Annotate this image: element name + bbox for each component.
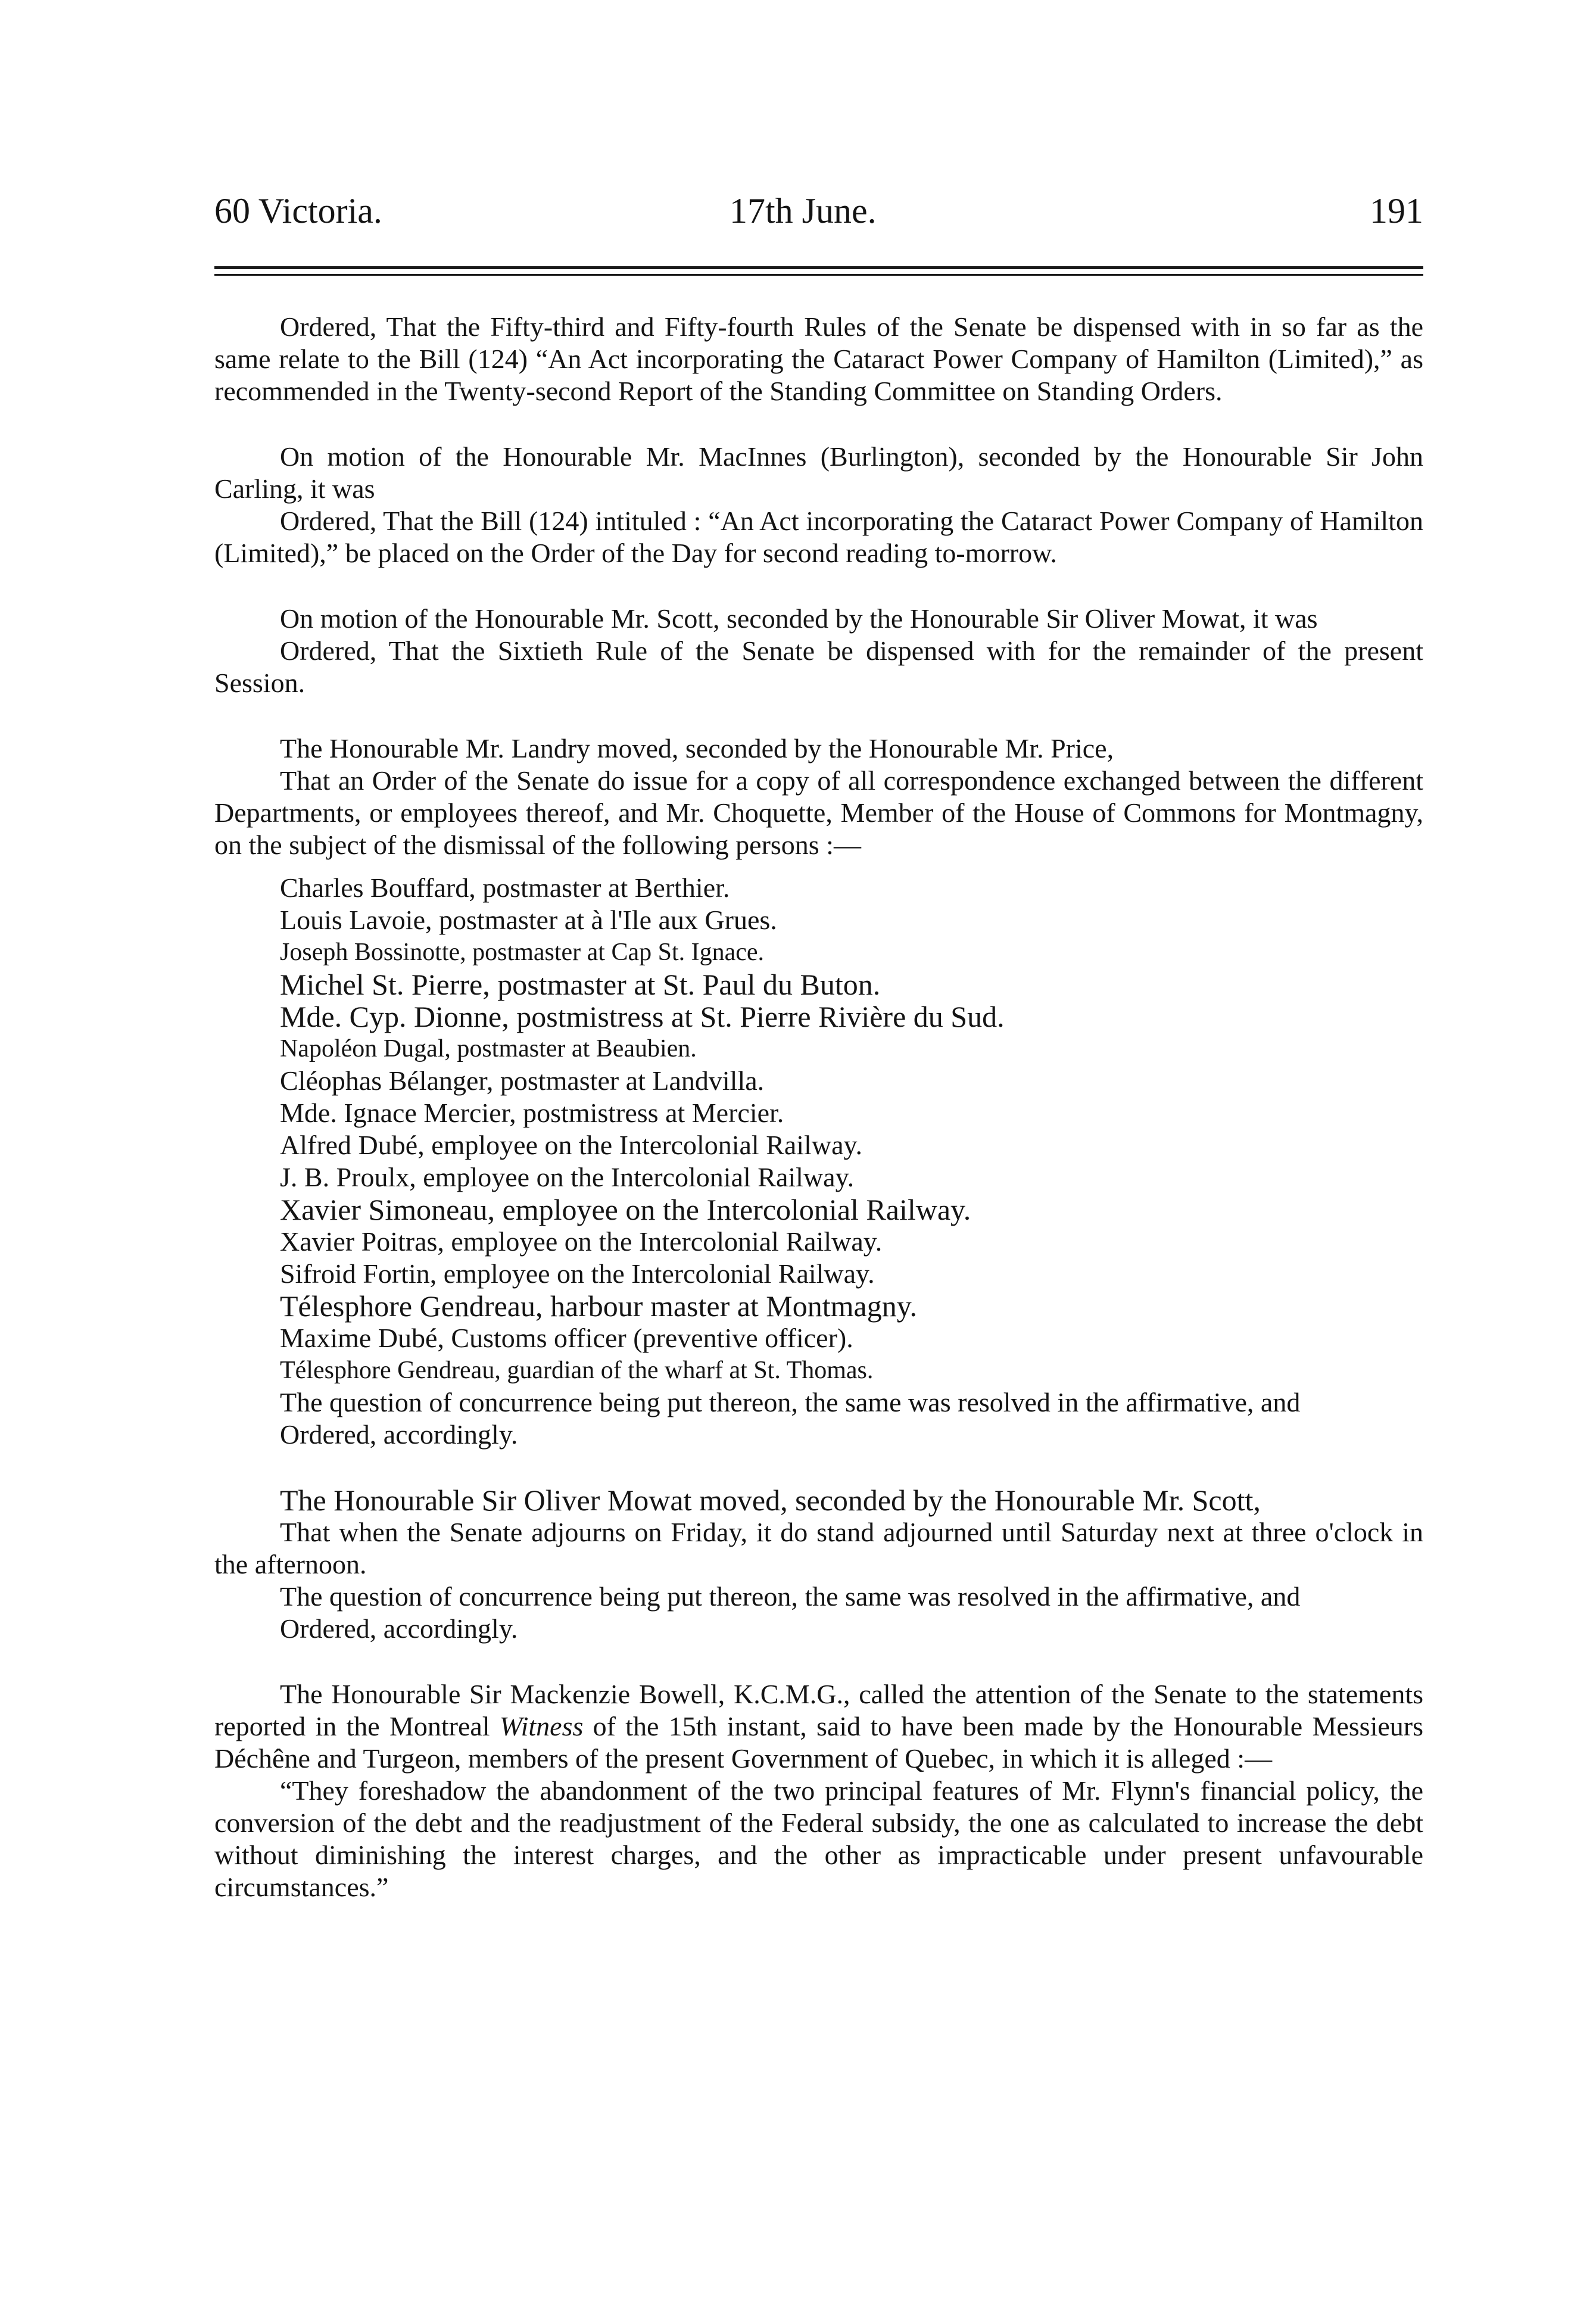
- journal-body: [214, 311, 1423, 1903]
- list-item: Mde. Ignace Mercier, postmistress at Mercier.: [280, 1098, 784, 1128]
- motion-mowat: The Honourable Sir Oliver Mowat moved, seconded by the Honourable Mr. Scott,: [280, 1484, 1261, 1517]
- bowell-text-1: The Honourable Sir Mackenzie Bowell, K.C.M.G., called the attention of the Senate to the statements reported in the Montreal: [214, 1679, 1423, 1741]
- motion-macinnes: On motion of the Honourable Mr. MacInnes (Burlington), seconded by the Honourable Sir John Carling, it was: [214, 441, 1423, 504]
- ordered-landry: Ordered, accordingly.: [280, 1419, 518, 1450]
- quoted-statement: “They foreshadow the abandonment of the two principal features of Mr. Flynn's financial policy, the conversion of the debt and the readjustment of the Federal subsidy, the one as calculated to increase the debt without diminishing the interest charges, and the other as impracticable under present unfavourable circumstances.”: [214, 1775, 1423, 1902]
- concurrence-mowat: The question of concurrence being put thereon, the same was resolved in the affirmative, and: [280, 1581, 1301, 1612]
- list-item: Charles Bouffard, postmaster at Berthier.: [280, 872, 730, 903]
- concurrence-landry: The question of concurrence being put thereon, the same was resolved in the affirmative, and: [280, 1387, 1301, 1417]
- bowell-text-2: of the 15th instant, said to have been made by the Honourable Messieurs Déchêne and Turgeon, members of the present Government of Quebec, in which it is alleged :—: [214, 1711, 1423, 1774]
- dismissed-persons-list: [280, 872, 1423, 1386]
- running-head-date: 17th June.: [730, 191, 877, 230]
- header-rule-thin: [214, 274, 1423, 276]
- list-item: Xavier Poitras, employee on the Intercolonial Railway.: [280, 1226, 883, 1257]
- ordered-mowat: Ordered, accordingly.: [280, 1613, 518, 1644]
- page-number: 191: [1370, 191, 1423, 230]
- order-sixtieth-rule: Ordered, That the Sixtieth Rule of the Senate be dispensed with for the remainder of the present Session.: [214, 635, 1423, 698]
- newspaper-title: Witness: [499, 1711, 584, 1741]
- bowell-statement: [214, 1678, 1423, 1775]
- order-adjournment: That when the Senate adjourns on Friday, it do stand adjourned until Saturday next at three o'clock in the afternoon.: [214, 1517, 1423, 1579]
- list-item: Maxime Dubé, Customs officer (preventive officer).: [280, 1323, 853, 1353]
- list-item: Xavier Simoneau, employee on the Intercolonial Railway.: [280, 1193, 971, 1226]
- header-rule-thick: [214, 266, 1423, 269]
- order-second-reading: Ordered, That the Bill (124) intituled : “An Act incorporating the Cataract Power Company of Hamilton (Limited),” be placed on the Order of the Day for second reading to-morrow.: [214, 506, 1423, 568]
- list-item: J. B. Proulx, employee on the Intercolonial Railway.: [280, 1162, 855, 1192]
- list-item: Télesphore Gendreau, guardian of the wharf at St. Thomas.: [280, 1357, 874, 1384]
- list-item: Mde. Cyp. Dionne, postmistress at St. Pierre Rivière du Sud.: [280, 1000, 1005, 1033]
- order-dispense-rules: Ordered, That the Fifty-third and Fifty-fourth Rules of the Senate be dispensed with in so far as the same relate to the Bill (124) “An Act incorporating the Cataract Power Company of Hamilton (Limited),” as recommended in the Twenty-second Report of the Standing Committee on Standing Orders.: [214, 311, 1423, 406]
- running-head-session: 60 Victoria.: [214, 191, 382, 230]
- motion-scott: On motion of the Honourable Mr. Scott, seconded by the Honourable Sir Oliver Mowat, it was: [280, 603, 1318, 634]
- order-correspondence: That an Order of the Senate do issue for a copy of all correspondence exchanged between the different Departments, or employees thereof, and Mr. Choquette, Member of the House of Commons for Montmagny, on the subject of the dismissal of the following persons :—: [214, 765, 1423, 860]
- list-item: Louis Lavoie, postmaster at à l'Ile aux Grues.: [280, 905, 777, 935]
- list-item: Alfred Dubé, employee on the Intercolonial Railway.: [280, 1130, 863, 1160]
- list-item: Napoléon Dugal, postmaster at Beaubien.: [280, 1035, 697, 1062]
- list-item: Télesphore Gendreau, harbour master at Montmagny.: [280, 1289, 917, 1323]
- list-item: Sifroid Fortin, employee on the Intercolonial Railway.: [280, 1258, 875, 1289]
- list-item: Cléophas Bélanger, postmaster at Landvilla.: [280, 1065, 765, 1096]
- motion-landry: The Honourable Mr. Landry moved, seconded by the Honourable Mr. Price,: [280, 733, 1114, 763]
- list-item: Joseph Bossinotte, postmaster at Cap St. Ignace.: [280, 939, 765, 966]
- list-item: Michel St. Pierre, postmaster at St. Paul du Buton.: [280, 968, 881, 1001]
